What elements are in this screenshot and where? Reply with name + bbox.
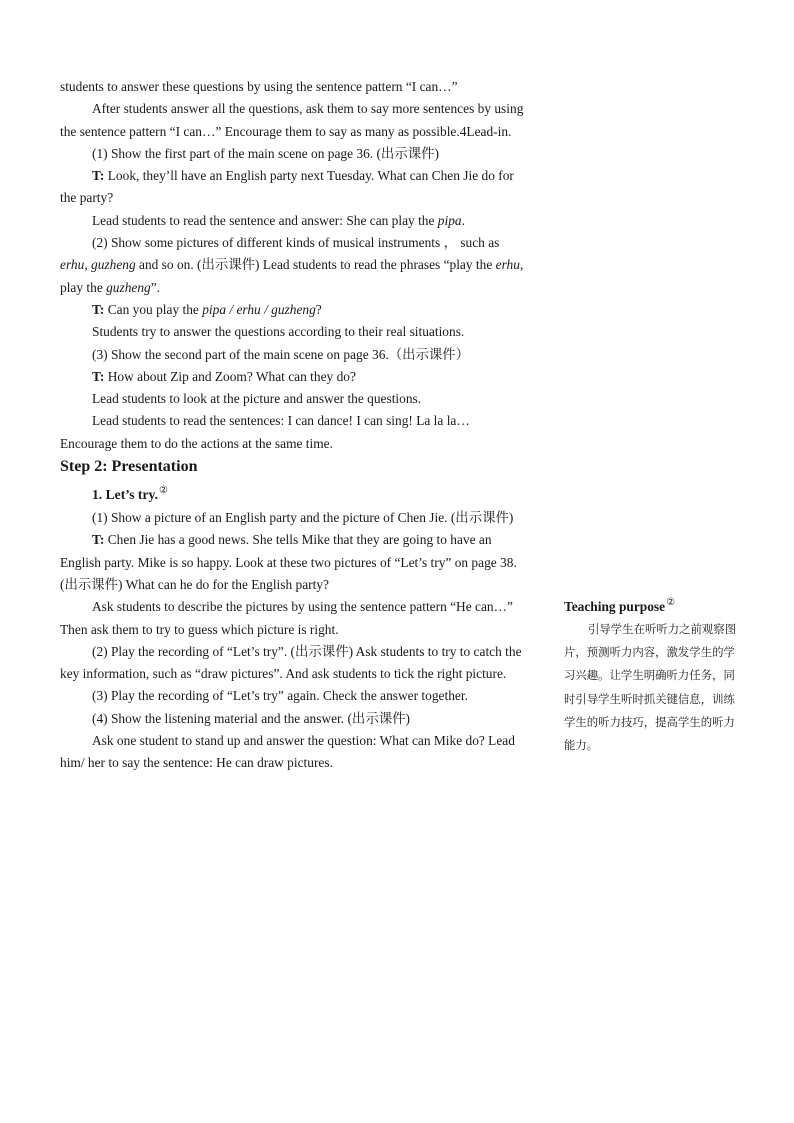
italic-term: guzheng	[106, 279, 151, 295]
note-text: 引导学生在听听力之前观察图片，预测听力内容，激发学生的学习兴趣。让学生明确听力任务，同时引导学生听时抓关键信息，训练学生的听力技巧，提高学生的听力能力。	[564, 622, 737, 753]
paragraph-teacher-good-news	[60, 529, 530, 596]
paragraph-play-again: (3) Play the recording of “Let’s try” again. Check the answer together.	[92, 688, 468, 704]
teacher-line: Look, they’ll have an English party next Tuesday. What can Chen Jie do for the party?	[60, 168, 514, 206]
paragraph-look-picture: Lead students to look at the picture and answer the questions.	[92, 391, 422, 407]
subheading-text: 1. Let’s try.	[92, 487, 158, 503]
paragraph-play-recording: (2) Play the recording of “Let’s try”. (出示课件) Ask students to try to catch the key information, such as “draw pictures”. And ask students to tick the right picture.	[60, 643, 522, 682]
note-title	[564, 592, 740, 618]
italic-term: pipa / erhu / guzheng	[202, 301, 316, 317]
paragraph-describe-pictures: Ask students to describe the pictures by using the sentence pattern “He can…” Then ask them to try to guess which picture is right.	[60, 599, 513, 637]
paragraph-ask-student: Ask one student to stand up and answer the question: What can Mike do? Lead him/ her to say the sentence: He can draw pictures.	[60, 733, 515, 771]
step-heading: Step 2: Presentation	[60, 458, 198, 476]
paragraph-lead-pipa	[60, 210, 530, 232]
text: ,	[84, 257, 92, 273]
italic-term: pipa	[437, 212, 462, 228]
note-title-text: Teaching purpose	[564, 599, 666, 614]
paragraph-teacher-zip-zoom	[60, 366, 530, 388]
text: (2) Show some pictures of different kinds of musical instruments ， such as	[92, 235, 500, 251]
paragraph-show-material: (4) Show the listening material and the answer. (出示课件)	[92, 710, 410, 726]
text: .	[461, 212, 465, 228]
paragraph-read-sentences: Lead students to read the sentences: I can dance! I can sing! La la la… Encourage them to do the actions at the same time.	[60, 413, 470, 451]
paragraph-show-party-picture: (1) Show a picture of an English party and the picture of Chen Jie. (出示课件)	[92, 510, 514, 526]
paragraph-show-second-part: (3) Show the second part of the main scene on page 36.（出示课件）	[92, 346, 470, 362]
text: ?	[315, 301, 322, 317]
text: Lead students to read the sentence and answer: She can play the	[92, 212, 438, 228]
note-marker: ②	[158, 485, 168, 497]
paragraph-intro: students to answer these questions by using the sentence pattern “I can…”	[60, 79, 458, 94]
teacher-label: T:	[92, 301, 105, 317]
text: ”.	[150, 279, 161, 295]
teacher-line: How about Zip and Zoom? What can they do?	[104, 368, 356, 384]
paragraph-students-try: Students try to answer the questions according to their real situations.	[92, 324, 465, 340]
lesson-body	[60, 76, 530, 775]
text: Can you play the	[104, 301, 203, 317]
text: and so on. (出示课件) Lead students to read the phrases “play the	[135, 257, 496, 273]
teacher-line: Chen Jie has a good news. She tells Mike that they are going to have an English party. Mike is so happy. Look at these two pictures of “Let’s try” on page 38. (出示课件) What can he do for the English party?	[60, 532, 517, 592]
paragraph-show-first-part: (1) Show the first part of the main scene on page 36. (出示课件)	[92, 145, 439, 161]
italic-term: guzheng	[91, 257, 136, 273]
teacher-label: T:	[92, 532, 105, 548]
paragraph-after-students: After students answer all the questions, ask them to say more sentences by using the sentence pattern “I can…” Encourage them to say as many as possible.4Lead-in.	[60, 101, 524, 139]
note-marker: ②	[666, 597, 676, 608]
paragraph-teacher-look	[60, 165, 530, 210]
paragraph-teacher-can-you-play	[60, 299, 530, 321]
teacher-label: T:	[92, 168, 105, 184]
teaching-purpose-note	[564, 592, 740, 757]
teacher-label: T:	[92, 368, 105, 384]
paragraph-instruments	[60, 232, 530, 299]
italic-term: erhu	[495, 257, 520, 273]
text: , play the	[60, 257, 524, 295]
subheading-lets-try	[92, 479, 530, 507]
italic-term: erhu	[60, 257, 85, 273]
